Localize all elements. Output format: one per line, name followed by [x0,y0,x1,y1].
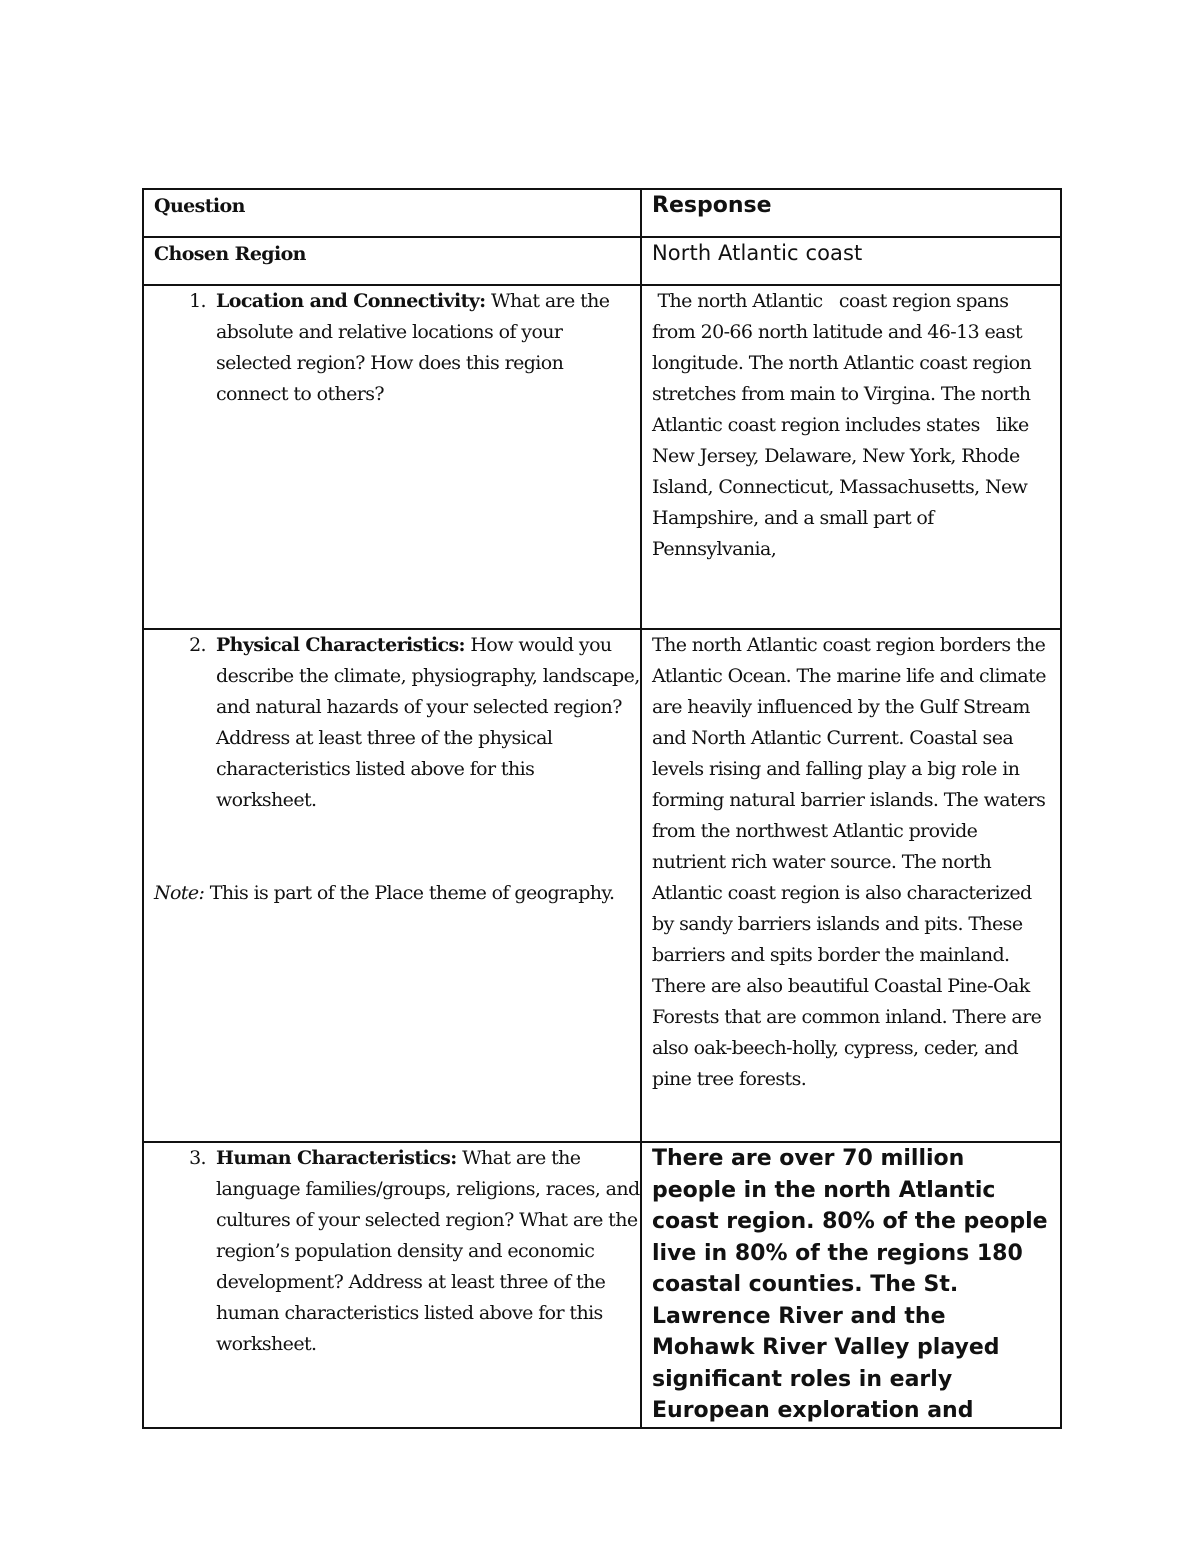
note-label: Note: [154,882,205,904]
question-row-location [143,285,1061,629]
question-number: 2. [189,634,206,656]
response-header-cell [641,189,1061,237]
chosen-region-label: Chosen Region [154,243,306,265]
question-column-header: Question [154,195,245,217]
response-text-location: The north Atlantic coast region spans from 20-66 north latitude and 46-13 east longitude. The north Atlantic coast region stretches from main to Virgina. The north Atlantic coast region includes states like New Jersey, Delaware, New York, Rhode Island, Connecticut, Massachusetts, New Hampshire, and a small part of Pennsylvania, [652,290,1037,560]
question-item-human [144,1143,640,1360]
response-column-header: Response [652,193,772,218]
question-title: Physical Characteristics: [216,634,465,656]
response-text-physical: The north Atlantic coast region borders the Atlantic Ocean. The marine life and climate are heavily influenced by the Gulf Stream and North Atlantic Current. Coastal sea levels rising and falling play a big role in forming natural barrier islands. The waters from the northwest Atlantic provide nutrient rich water source. The north Atlantic coast region is also characterized by sandy barriers islands and pits. These barriers and spits border the mainland. There are also beautiful Coastal Pine-Oak Forests that are common inland. There are also oak-beech-holly, cypress, ceder, and pine tree forests. [652,634,1062,1090]
question-item-physical [144,630,640,816]
table-header-row [143,189,1061,237]
chosen-region-row [143,237,1061,285]
question-cell-physical [143,629,641,1142]
response-text-human: There are over 70 million people in the north Atlantic coast region. 80% of the people live in 80% of the regions 180 coastal counties. The St. Lawrence River and the Mohawk River Valley played significant roles in early European exploration and [652,1146,1048,1423]
question-text [216,286,640,410]
question-number: 3. [189,1147,206,1169]
chosen-region-value: North Atlantic coast [652,241,863,265]
worksheet-table [142,188,1062,1429]
question-cell-location [143,285,641,629]
question-row-physical [143,629,1061,1142]
question-cell-human [143,1142,641,1428]
question-text [216,630,640,816]
chosen-region-value-cell [641,237,1061,285]
question-text [216,1143,640,1360]
question-title: Location and Connectivity: [216,290,486,312]
question-row-human [143,1142,1061,1428]
question-number: 1. [189,290,206,312]
response-cell-human [641,1142,1061,1428]
question-prompt: What are the absolute and relative locations of your selected region? How does this region connect to others? [216,290,610,405]
chosen-region-label-cell [143,237,641,285]
question-note [144,878,640,909]
question-title: Human Characteristics: [216,1147,457,1169]
note-text: This is part of the Place theme of geography. [204,882,615,904]
question-header-cell [143,189,641,237]
question-prompt: What are the language families/groups, religions, races, and cultures of your selected region? What are the region’s population density and economic development? Address at least three of the human characteristics listed above for this worksheet. [216,1147,640,1355]
question-prompt: How would you describe the climate, physiography, landscape, and natural hazards of your selected region? Address at least three of the physical characteristics listed above for this worksheet. [216,634,640,811]
response-cell-location [641,285,1061,629]
question-item-location [144,286,640,410]
response-cell-physical [641,629,1061,1142]
